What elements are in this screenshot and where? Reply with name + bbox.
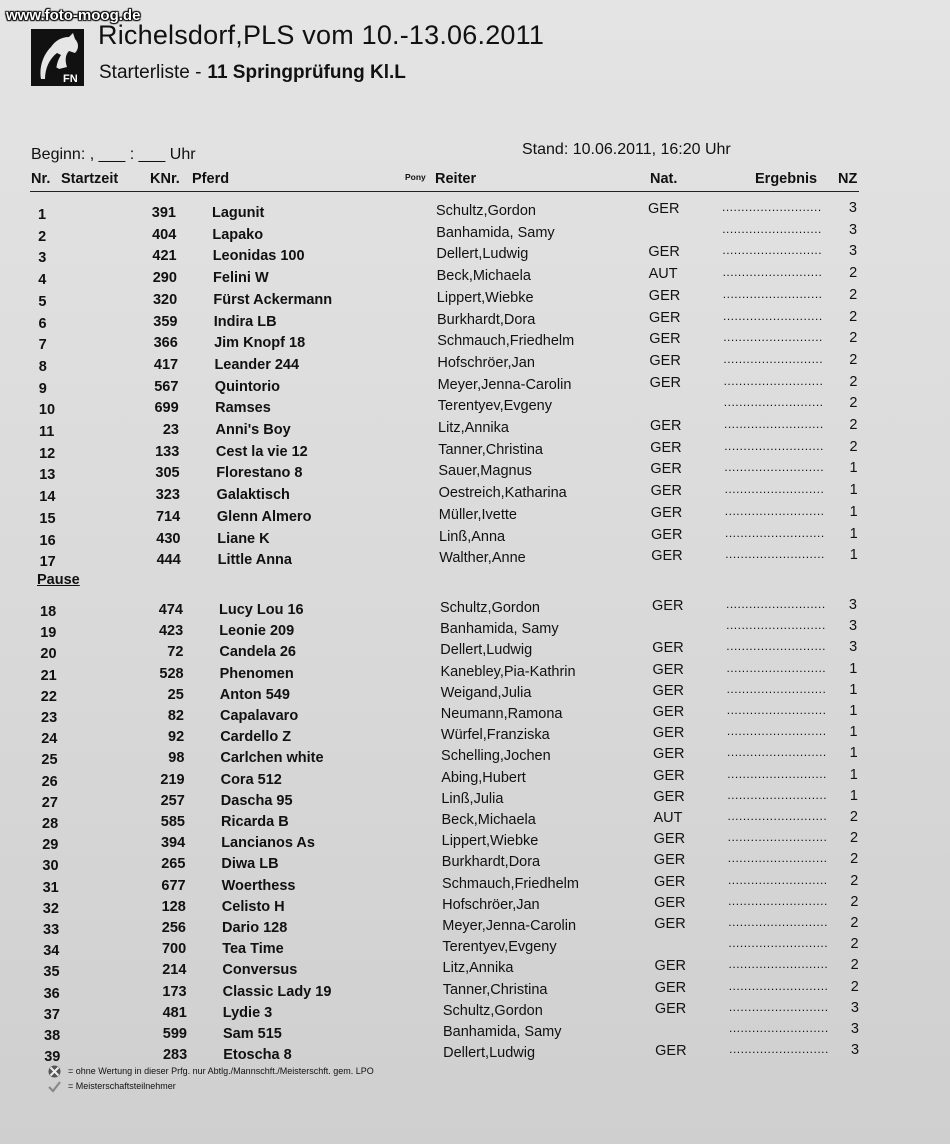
- row-nz: 3: [851, 1042, 860, 1059]
- row-knr: 128: [161, 898, 186, 915]
- row-nr: 34: [43, 943, 60, 960]
- row-nr: 7: [38, 337, 47, 354]
- watermark: www.foto-moog.de: [6, 7, 141, 24]
- row-nr: 21: [40, 667, 57, 684]
- row-nr: 14: [39, 489, 56, 506]
- row-knr: 528: [159, 665, 184, 682]
- row-nz: 1: [849, 525, 858, 542]
- row-result: ..........................: [726, 703, 827, 717]
- row-nz: 1: [849, 766, 858, 783]
- row-knr: 173: [162, 983, 187, 1000]
- row-nz: 2: [849, 417, 858, 433]
- row-result: ..........................: [722, 243, 823, 258]
- row-result: ..........................: [729, 1042, 829, 1057]
- row-knr: 394: [160, 835, 186, 852]
- row-knr: 444: [156, 552, 181, 569]
- row-result: ..........................: [728, 978, 829, 993]
- row-horse: Liane K: [217, 530, 270, 547]
- row-nz: 2: [849, 395, 858, 412]
- row-nr: 4: [38, 272, 47, 289]
- row-nr: 8: [38, 358, 47, 375]
- row-nation: GER: [650, 483, 683, 500]
- status-date: Stand: 10.06.2011, 16:20 Uhr: [522, 141, 731, 158]
- logo-fn-text: FN: [63, 73, 78, 85]
- row-horse: Diwa LB: [221, 856, 279, 873]
- row-nz: 2: [849, 286, 858, 303]
- row-nr: 11: [39, 424, 55, 440]
- row-nr: 29: [42, 837, 59, 854]
- row-horse: Lagunit: [212, 205, 265, 221]
- row-nation: GER: [648, 244, 680, 261]
- row-nz: 2: [849, 809, 858, 825]
- row-horse: Cardello Z: [220, 729, 292, 746]
- row-result: ..........................: [723, 373, 824, 388]
- legend-item-championship: [47, 1080, 176, 1093]
- row-nz: 2: [849, 308, 858, 325]
- row-nz: 2: [849, 373, 858, 390]
- row-horse: Fürst Ackermann: [213, 291, 333, 308]
- table-row: [0, 1042, 950, 1066]
- row-horse: Quintorio: [214, 378, 281, 395]
- row-nr: 39: [44, 1049, 61, 1066]
- row-knr: 417: [153, 356, 179, 373]
- row-nr: 19: [40, 625, 57, 642]
- row-rider: Neumann,Ramona: [440, 706, 563, 722]
- row-rider: Beck,Michaela: [436, 268, 531, 285]
- row-nr: 24: [41, 731, 58, 748]
- row-rider: Dellert,Ludwig: [443, 1045, 536, 1062]
- row-horse: Anni's Boy: [215, 422, 291, 438]
- row-rider: Schultz,Gordon: [442, 1002, 543, 1019]
- row-nz: 1: [849, 503, 858, 520]
- row-rider: Litz,Annika: [442, 960, 514, 977]
- row-nation: GER: [653, 831, 686, 848]
- header-startzeit: Startzeit: [61, 171, 119, 187]
- row-knr: 214: [162, 962, 187, 979]
- row-knr: 257: [160, 792, 185, 809]
- row-nation: GER: [653, 788, 685, 805]
- row-horse: Leonidas 100: [212, 248, 305, 265]
- row-rider: Weigand,Julia: [440, 684, 532, 701]
- row-horse: Capalavaro: [220, 708, 299, 724]
- row-nz: 1: [849, 660, 858, 677]
- row-rider: Linß,Anna: [439, 528, 506, 545]
- row-nr: 28: [42, 816, 59, 832]
- row-rider: Terentyev,Evgeny: [442, 939, 557, 956]
- row-knr: 25: [167, 686, 184, 703]
- row-result: ..........................: [723, 308, 823, 323]
- row-knr: 98: [168, 750, 185, 767]
- row-nr: 23: [41, 710, 58, 726]
- row-nz: 2: [849, 351, 858, 368]
- row-knr: 481: [162, 1004, 187, 1021]
- row-result: ..........................: [728, 893, 828, 908]
- row-horse: Lancianos As: [221, 835, 315, 852]
- row-horse: Anton 549: [219, 686, 290, 703]
- check-icon: [47, 1080, 62, 1093]
- row-nz: 2: [850, 830, 859, 847]
- row-nation: GER: [654, 1000, 687, 1017]
- row-result: ..........................: [727, 745, 827, 760]
- row-nr: 22: [40, 688, 57, 705]
- row-nation: GER: [653, 767, 685, 784]
- row-nr: 9: [38, 380, 47, 397]
- row-nz: 1: [849, 724, 858, 741]
- header-pony: Pony: [405, 172, 426, 182]
- header-pferd: Pferd: [192, 171, 230, 187]
- row-result: ..........................: [728, 957, 829, 972]
- row-knr: 290: [152, 270, 177, 287]
- row-nr: 2: [38, 228, 47, 245]
- row-rider: Oestreich,Katharina: [438, 485, 567, 502]
- row-knr: 421: [152, 248, 177, 265]
- row-horse: Sam 515: [223, 1026, 282, 1042]
- row-horse: Classic Lady 19: [222, 983, 332, 1000]
- row-result: ..........................: [727, 766, 827, 781]
- row-nation: GER: [650, 504, 683, 521]
- row-rider: Banhamida, Samy: [440, 621, 559, 638]
- row-knr: 714: [155, 508, 181, 525]
- row-knr: 391: [151, 205, 176, 221]
- row-result: ..........................: [728, 936, 829, 951]
- row-nz: 1: [849, 745, 858, 762]
- row-result: ..........................: [724, 482, 825, 497]
- row-knr: 599: [162, 1026, 187, 1042]
- row-nation: GER: [649, 331, 681, 348]
- row-nz: 3: [850, 999, 859, 1016]
- row-knr: 423: [158, 623, 184, 640]
- row-result: ..........................: [723, 395, 824, 410]
- row-knr: 677: [161, 877, 186, 894]
- row-knr: 585: [160, 814, 185, 830]
- row-nr: 17: [39, 554, 56, 571]
- row-nation: AUT: [648, 266, 678, 283]
- row-nation: GER: [654, 894, 686, 911]
- row-nr: 10: [38, 402, 56, 419]
- header-nat: Nat.: [650, 171, 678, 187]
- row-rider: Linß,Julia: [441, 790, 504, 807]
- row-result: ..........................: [727, 809, 828, 823]
- row-rider: Meyer,Jenna-Carolin: [442, 918, 577, 934]
- row-nz: 2: [850, 978, 859, 995]
- row-nation: GER: [652, 682, 685, 699]
- competition-name: 11 Springprüfung Kl.L: [207, 62, 406, 83]
- row-knr: 320: [152, 291, 178, 308]
- row-knr: 699: [154, 400, 179, 417]
- row-nz: 3: [849, 639, 858, 656]
- row-nz: 3: [848, 597, 857, 613]
- row-knr: 82: [167, 708, 184, 724]
- header-divider: [30, 191, 859, 192]
- row-rider: Hofschröer,Jan: [437, 354, 535, 371]
- row-rider: Abing,Hubert: [441, 769, 526, 786]
- page-subtitle: [99, 62, 406, 84]
- row-rider: Lippert,Wiebke: [436, 289, 534, 306]
- row-nz: 3: [848, 200, 857, 216]
- row-horse: Ricarda B: [221, 814, 289, 830]
- row-horse: Glenn Almero: [216, 508, 312, 525]
- row-result: ..........................: [724, 417, 824, 431]
- fn-horse-logo-icon: [31, 29, 84, 86]
- row-horse: Florestano 8: [216, 465, 303, 482]
- row-nr: 27: [41, 794, 58, 811]
- row-rider: Meyer,Jenna-Carolin: [437, 376, 572, 393]
- row-horse: Felini W: [213, 270, 269, 287]
- row-nation: GER: [651, 526, 683, 543]
- row-nation: GER: [652, 640, 684, 657]
- row-nz: 1: [849, 482, 858, 499]
- row-nr: 38: [44, 1028, 61, 1044]
- cross-icon: [47, 1065, 62, 1078]
- header-reiter: Reiter: [435, 171, 477, 187]
- row-rider: Schmauch,Friedhelm: [441, 875, 579, 892]
- row-knr: 219: [160, 771, 185, 788]
- subtitle-prefix: Starterliste -: [99, 62, 202, 83]
- row-horse: Jim Knopf 18: [214, 335, 306, 352]
- row-nr: 25: [41, 752, 58, 769]
- row-nz: 2: [849, 265, 858, 282]
- row-nr: 26: [41, 773, 58, 790]
- row-knr: 323: [155, 487, 180, 504]
- row-result: ..........................: [728, 915, 828, 929]
- row-nr: 32: [42, 900, 59, 917]
- row-rider: Burkhardt,Dora: [437, 311, 536, 328]
- row-nz: 2: [849, 438, 858, 455]
- row-horse: Leander 244: [214, 356, 300, 373]
- row-nation: GER: [649, 352, 681, 369]
- row-nation: GER: [649, 374, 682, 391]
- row-result: ..........................: [723, 351, 824, 366]
- row-rider: Walther,Anne: [439, 550, 526, 567]
- row-horse: Woerthess: [221, 877, 296, 894]
- row-rider: Tanner,Christina: [438, 441, 543, 458]
- row-nation: GER: [649, 309, 681, 326]
- row-rider: Sauer,Magnus: [438, 463, 532, 480]
- row-result: ..........................: [726, 681, 827, 696]
- row-knr: 474: [158, 602, 183, 618]
- row-horse: Cora 512: [220, 771, 282, 788]
- row-horse: Celisto H: [221, 898, 285, 915]
- row-nation: GER: [652, 661, 684, 678]
- row-nz: 1: [849, 703, 858, 719]
- row-rider: Tanner,Christina: [442, 981, 548, 998]
- page-title: Richelsdorf,PLS vom 10.-13.06.2011: [98, 20, 545, 50]
- row-result: ..........................: [722, 200, 822, 214]
- row-result: ..........................: [724, 438, 824, 453]
- row-knr: 72: [167, 644, 184, 661]
- row-nation: AUT: [653, 810, 683, 826]
- row-horse: Carlchen white: [220, 750, 324, 767]
- row-result: ..........................: [724, 503, 825, 518]
- row-nr: 33: [43, 922, 60, 938]
- row-result: ..........................: [729, 1021, 829, 1035]
- row-result: ..........................: [722, 265, 823, 280]
- row-knr: 404: [152, 226, 177, 243]
- row-nation: GER: [653, 873, 686, 890]
- row-knr: 92: [168, 729, 185, 746]
- row-nation: GER: [650, 461, 682, 478]
- row-nz: 2: [850, 957, 859, 974]
- row-nr: 12: [39, 445, 56, 462]
- row-rider: Müller,Ivette: [438, 506, 517, 523]
- row-rider: Litz,Annika: [438, 420, 509, 436]
- row-nation: GER: [654, 979, 687, 996]
- row-knr: 366: [153, 335, 178, 352]
- row-result: ..........................: [727, 830, 828, 845]
- row-nz: 1: [849, 547, 858, 564]
- row-nr: 5: [38, 293, 47, 310]
- row-nz: 3: [849, 243, 858, 260]
- row-nz: 2: [850, 851, 859, 868]
- row-horse: Lapako: [212, 226, 264, 243]
- row-result: ..........................: [728, 999, 829, 1014]
- row-knr: 133: [155, 443, 180, 460]
- row-rider: Banhamida, Samy: [443, 1024, 562, 1040]
- row-result: ..........................: [726, 597, 826, 611]
- row-nation: GER: [652, 725, 685, 742]
- row-result: ..........................: [722, 286, 823, 301]
- row-rider: Dellert,Ludwig: [440, 642, 533, 659]
- row-knr: 265: [161, 856, 186, 873]
- row-result: ..........................: [726, 618, 826, 633]
- header-knr: KNr.: [150, 171, 180, 187]
- row-horse: Conversus: [222, 962, 298, 979]
- row-rider: Kanebley,Pia-Kathrin: [440, 663, 576, 680]
- row-rider: Hofschröer,Jan: [442, 896, 540, 913]
- row-nr: 20: [40, 646, 57, 663]
- row-nation: GER: [654, 958, 686, 975]
- row-rider: Schultz,Gordon: [440, 600, 540, 616]
- row-rider: Schultz,Gordon: [436, 203, 536, 219]
- row-nz: 2: [850, 936, 859, 953]
- row-rider: Lippert,Wiebke: [441, 833, 539, 850]
- row-nz: 3: [848, 221, 858, 238]
- row-result: ..........................: [725, 525, 825, 540]
- row-nation: GER: [648, 201, 680, 217]
- row-nz: 1: [849, 460, 858, 477]
- row-nr: 31: [42, 879, 59, 896]
- row-knr: 23: [162, 422, 179, 438]
- row-horse: Galaktisch: [216, 487, 290, 504]
- row-nr: 18: [40, 604, 57, 620]
- header-nr: Nr.: [31, 171, 51, 187]
- row-horse: Tea Time: [222, 941, 284, 958]
- row-result: ..........................: [727, 851, 828, 866]
- row-nation: GER: [653, 852, 686, 869]
- header-ergebnis: Ergebnis: [755, 171, 818, 187]
- row-knr: 359: [153, 313, 178, 330]
- row-result: ..........................: [726, 639, 826, 654]
- row-result: ..........................: [722, 221, 822, 236]
- header-nz: NZ: [838, 171, 858, 187]
- row-horse: Ramses: [215, 400, 271, 417]
- row-nz: 3: [850, 1021, 859, 1037]
- row-rider: Würfel,Franziska: [440, 727, 550, 744]
- pause-label: Pause: [37, 572, 80, 588]
- row-nz: 1: [849, 681, 858, 698]
- row-result: ..........................: [725, 547, 825, 562]
- row-rider: Beck,Michaela: [441, 812, 536, 828]
- row-nr: 13: [39, 467, 56, 484]
- row-nation: GER: [652, 598, 684, 614]
- row-nr: 37: [43, 1006, 60, 1023]
- start-time-field: Beginn: , ___ : ___ Uhr: [31, 146, 196, 163]
- row-nz: 2: [850, 915, 859, 931]
- row-rider: Dellert,Ludwig: [436, 246, 529, 263]
- row-nation: GER: [650, 418, 682, 434]
- row-knr: 700: [161, 941, 187, 958]
- row-horse: Leonie 209: [219, 623, 295, 640]
- row-nr: 30: [42, 858, 59, 875]
- row-knr: 305: [155, 465, 180, 482]
- row-horse: Indira LB: [213, 313, 277, 330]
- row-knr: 430: [156, 530, 181, 547]
- row-nz: 2: [850, 893, 859, 910]
- row-horse: Dascha 95: [220, 792, 293, 809]
- row-horse: Etoscha 8: [223, 1047, 292, 1064]
- row-nation: GER: [652, 704, 685, 720]
- row-nr: 16: [39, 532, 56, 549]
- row-rider: Burkhardt,Dora: [441, 854, 541, 871]
- row-horse: Little Anna: [217, 552, 292, 569]
- row-nr: 15: [39, 510, 56, 527]
- row-nation: GER: [654, 916, 686, 932]
- row-nz: 3: [849, 618, 858, 635]
- row-result: ..........................: [724, 460, 825, 475]
- row-nation: GER: [655, 1043, 687, 1060]
- row-horse: Cest la vie 12: [215, 443, 308, 460]
- row-nr: 35: [43, 964, 60, 981]
- row-nz: 2: [850, 872, 859, 889]
- row-horse: Lydie 3: [222, 1004, 273, 1021]
- row-nation: GER: [650, 439, 682, 456]
- row-knr: 283: [162, 1047, 188, 1064]
- row-nation: GER: [653, 746, 685, 763]
- table-row: [0, 547, 950, 571]
- legend-text-no-rating: = ohne Wertung in dieser Prfg. nur Abtlg./Mannschft./Meisterschft. gem. LPO: [68, 1065, 374, 1076]
- legend-text-championship: = Meisterschaftsteilnehmer: [68, 1080, 176, 1091]
- row-result: ..........................: [726, 724, 827, 739]
- row-nation: GER: [648, 287, 681, 304]
- row-rider: Schmauch,Friedhelm: [437, 333, 575, 350]
- row-knr: 256: [161, 920, 186, 936]
- row-result: ..........................: [727, 872, 828, 887]
- row-nation: GER: [651, 548, 683, 565]
- row-horse: Dario 128: [222, 920, 288, 936]
- row-nr: 36: [43, 985, 60, 1002]
- row-rider: Banhamida, Samy: [436, 224, 555, 241]
- row-rider: Terentyev,Evgeny: [437, 398, 552, 415]
- legend-item-no-rating: [47, 1065, 374, 1078]
- row-result: ..........................: [726, 660, 827, 675]
- row-knr: 567: [154, 378, 179, 395]
- row-result: ..........................: [723, 330, 823, 345]
- row-nr: 6: [38, 315, 47, 332]
- row-nz: 1: [849, 787, 858, 804]
- row-rider: Schelling,Jochen: [441, 748, 551, 765]
- row-nz: 2: [849, 330, 858, 347]
- row-nr: 1: [38, 207, 47, 223]
- row-result: ..........................: [727, 787, 828, 802]
- row-nr: 3: [38, 250, 47, 267]
- row-horse: Phenomen: [219, 665, 294, 682]
- row-horse: Candela 26: [219, 644, 296, 661]
- row-horse: Lucy Lou 16: [219, 602, 304, 618]
